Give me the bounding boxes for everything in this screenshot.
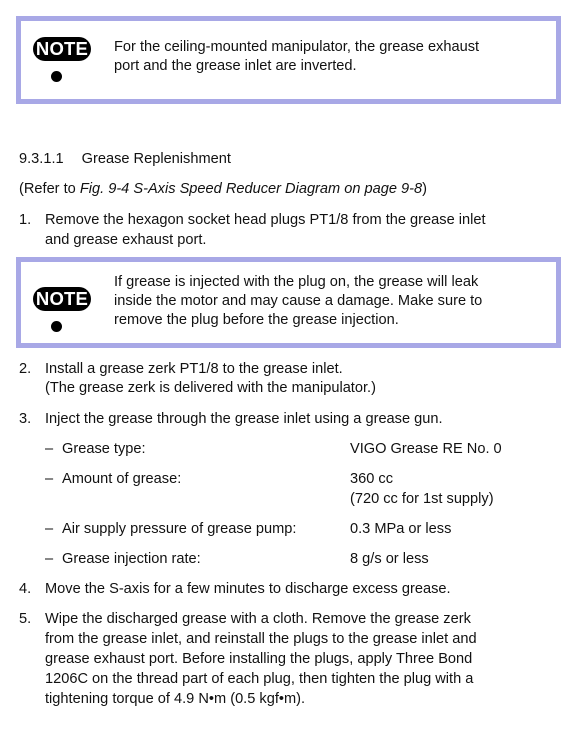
note-box-plug-warning <box>16 257 561 348</box>
grease-amount-first-supply: (720 cc for 1st supply) <box>350 491 494 507</box>
note-icon <box>33 287 93 337</box>
grease-amount-value: 360 cc <box>350 471 393 487</box>
section-heading <box>19 149 231 169</box>
air-pressure-value: 0.3 MPa or less <box>350 521 452 537</box>
grease-type-value: VIGO Grease RE No. 0 <box>350 441 502 457</box>
note-line: inside the motor and may cause a damage. Make sure to <box>114 293 483 309</box>
list-dash: – <box>45 441 54 457</box>
step-1-line: and grease exhaust port. <box>45 232 207 248</box>
note-line: For the ceiling-mounted manipulator, the grease exhaust <box>114 39 480 55</box>
air-pressure-label: Air supply pressure of grease pump: <box>62 521 297 537</box>
step-5-line: 1206C on the thread part of each plug, then tighten the plug with a <box>45 671 474 687</box>
reference-prefix: (Refer to <box>19 181 80 197</box>
note-line: If grease is injected with the plug on, the grease will leak <box>114 274 479 290</box>
step-2-line: (The grease zerk is delivered with the manipulator.) <box>45 380 376 396</box>
note-box-ceiling <box>16 16 561 104</box>
reference-suffix: ) <box>422 181 428 197</box>
note-text <box>114 273 482 330</box>
step-number: 3. <box>19 411 32 427</box>
step-5-line: grease exhaust port. Before installing the plugs, apply Three Bond <box>45 651 473 667</box>
injection-rate-label: Grease injection rate: <box>62 551 201 567</box>
step-1-line: Remove the hexagon socket head plugs PT1/8 from the grease inlet <box>45 212 486 228</box>
note-text <box>114 38 479 76</box>
list-dash: – <box>45 551 54 567</box>
note-dot-icon <box>51 71 62 82</box>
step-number: 4. <box>19 581 32 597</box>
note-line: remove the plug before the grease injection. <box>114 312 399 328</box>
note-label: NOTE <box>33 37 91 61</box>
note-label: NOTE <box>33 287 91 311</box>
section-title: Grease Replenishment <box>81 151 231 167</box>
step-5-line: from the grease inlet, and reinstall the plugs to the grease inlet and <box>45 631 477 647</box>
note-icon <box>33 37 93 87</box>
note-dot-icon <box>51 321 62 332</box>
step-5-line: tightening torque of 4.9 N•m (0.5 kgf•m). <box>45 691 306 707</box>
step-number: 2. <box>19 361 32 377</box>
note-line: port and the grease inlet are inverted. <box>114 58 357 74</box>
section-number: 9.3.1.1 <box>19 151 64 167</box>
step-4-line: Move the S-axis for a few minutes to discharge excess grease. <box>45 581 451 597</box>
step-number: 5. <box>19 611 32 627</box>
list-dash: – <box>45 471 54 487</box>
reference-line <box>19 179 427 199</box>
step-3-line: Inject the grease through the grease inlet using a grease gun. <box>45 411 443 427</box>
step-5-line: Wipe the discharged grease with a cloth. Remove the grease zerk <box>45 611 471 627</box>
step-2-line: Install a grease zerk PT1/8 to the grease inlet. <box>45 361 343 377</box>
list-dash: – <box>45 521 54 537</box>
step-number: 1. <box>19 212 32 228</box>
figure-reference-link[interactable]: Fig. 9-4 S-Axis Speed Reducer Diagram on page 9-8 <box>79 181 423 197</box>
grease-amount-label: Amount of grease: <box>62 471 182 487</box>
grease-type-label: Grease type: <box>62 441 146 457</box>
injection-rate-value: 8 g/s or less <box>350 551 429 567</box>
